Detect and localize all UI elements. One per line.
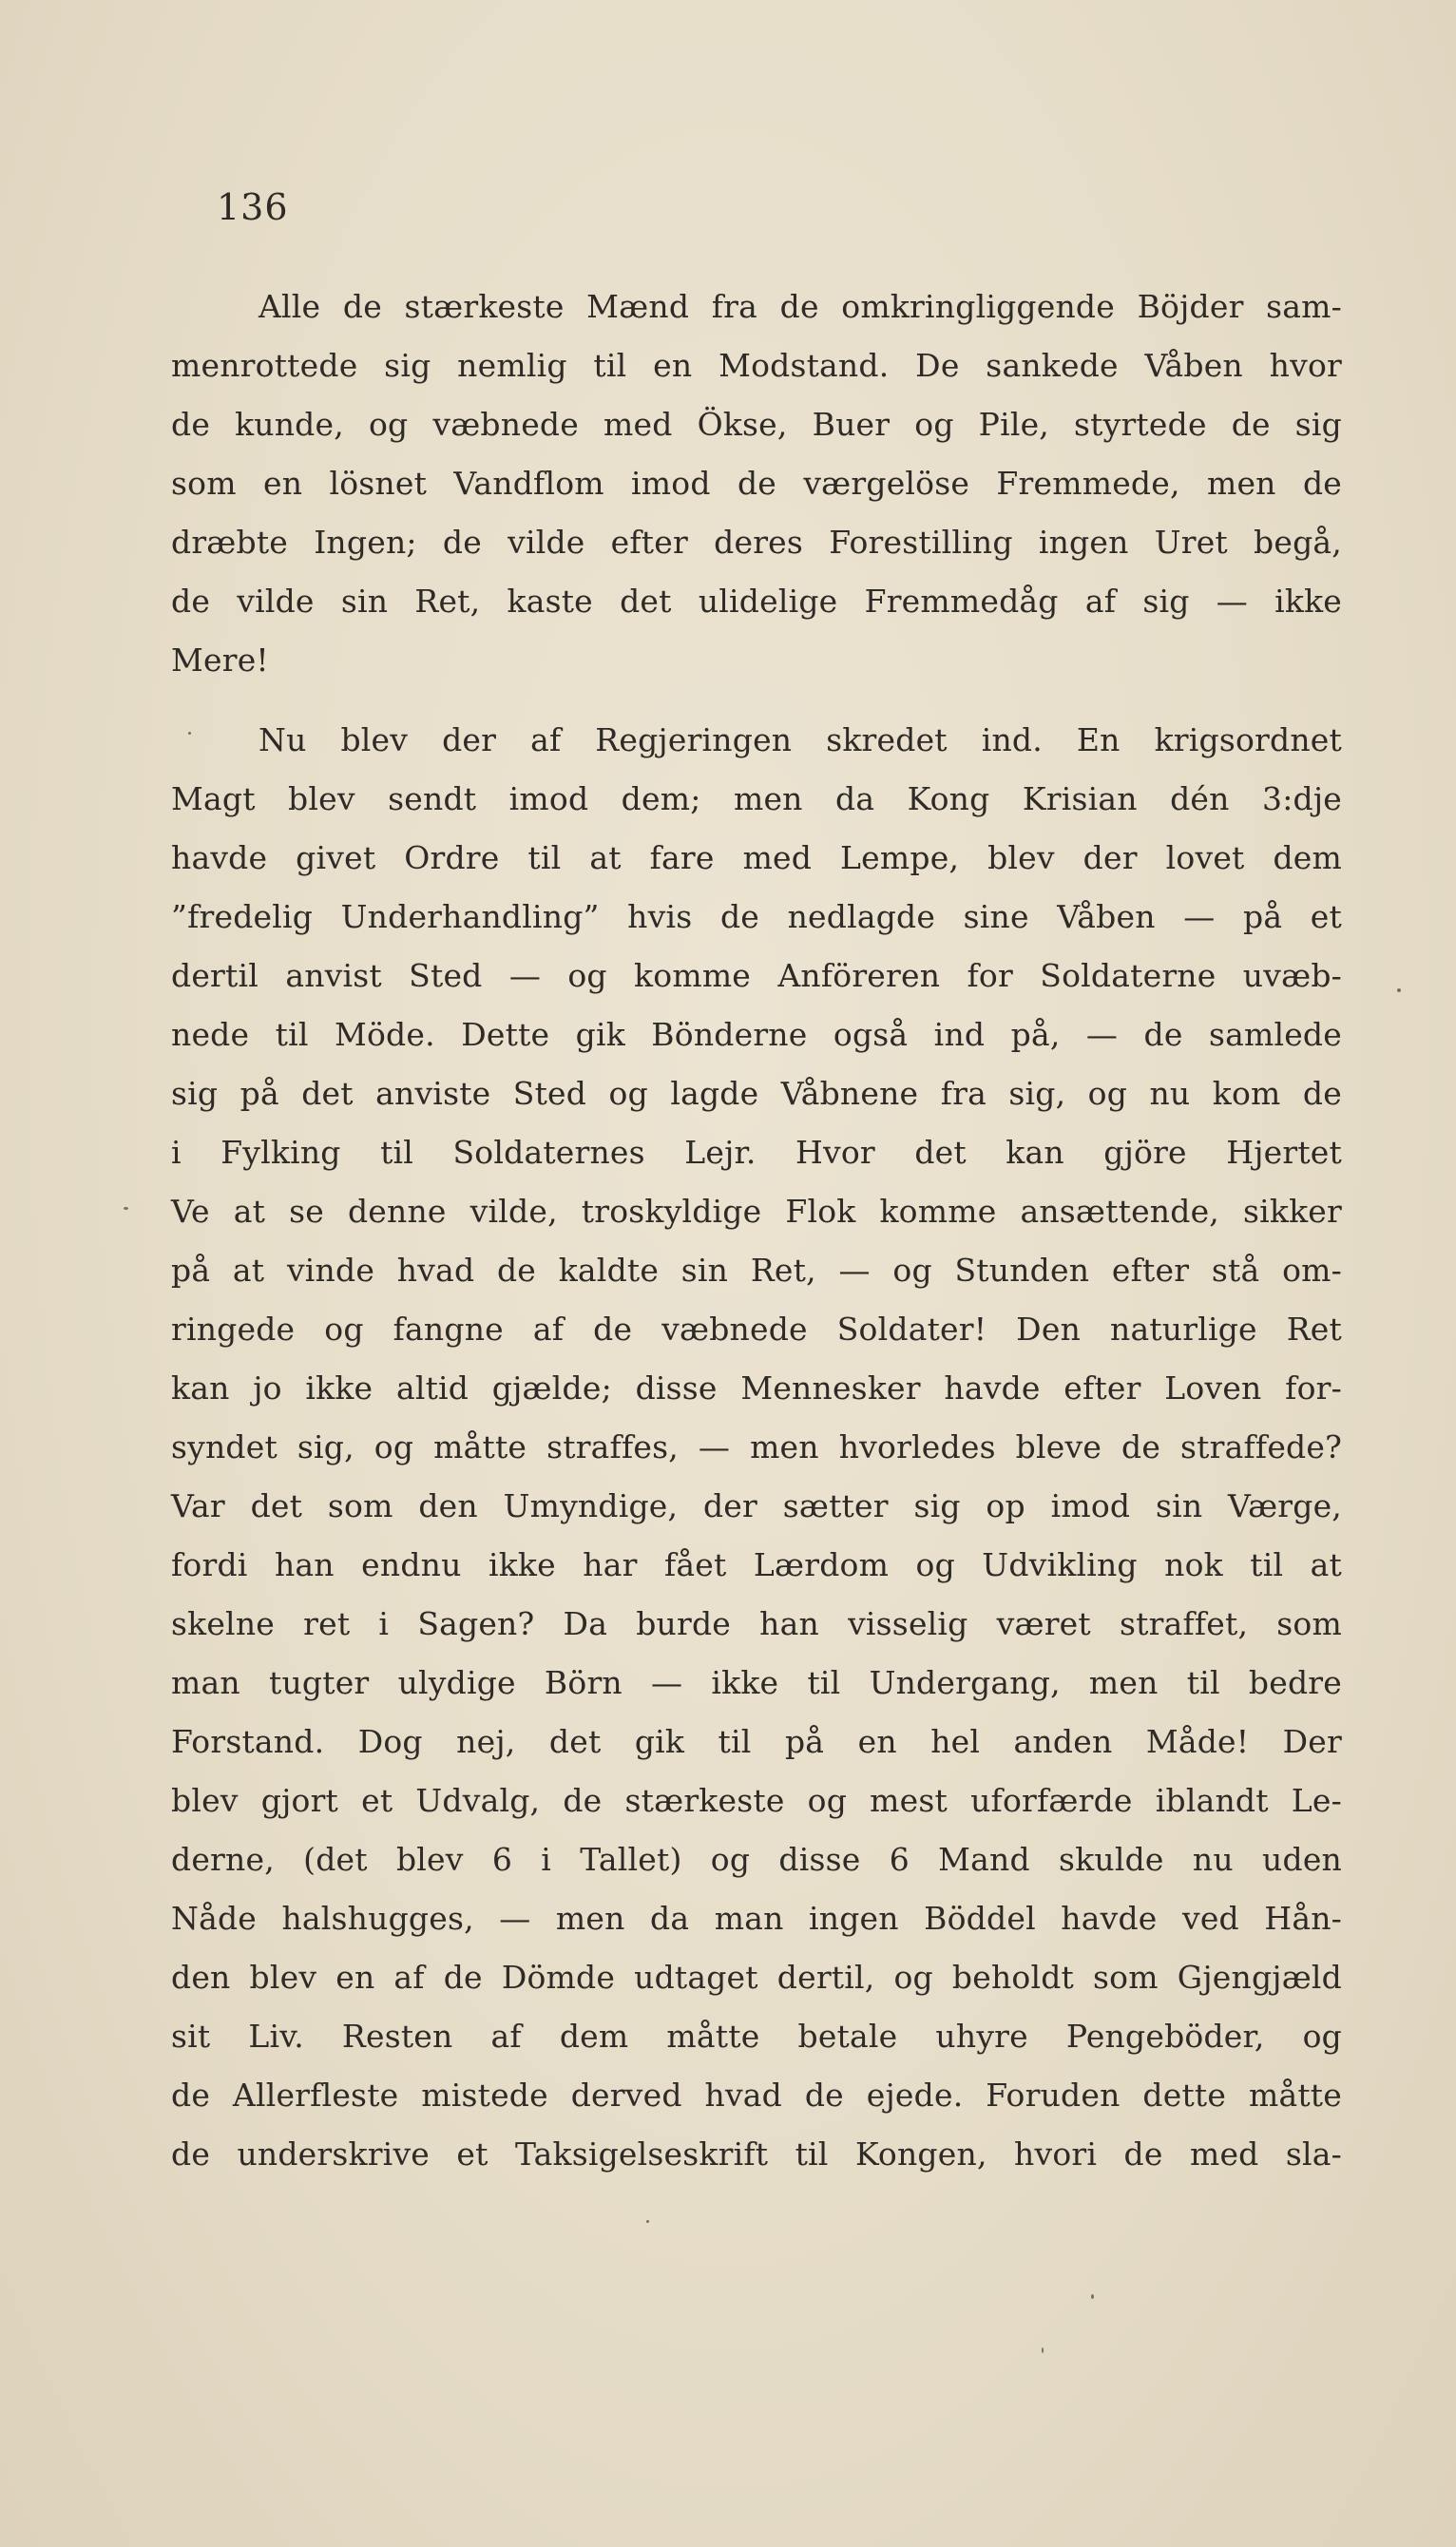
text-line: Nåde halshugges, — men da man ingen Böddel havde ved Hån-: [171, 1900, 1342, 1937]
text-line: Ve at se denne vilde, troskyldige Flok komme ansættende, sikker: [171, 1193, 1342, 1230]
text-line: de vilde sin Ret, kaste det ulidelige Fremmedåg af sig — ikke: [171, 583, 1342, 620]
text-line: man tugter ulydige Börn — ikke til Undergang, men til bedre: [171, 1664, 1342, 1701]
text-line: dertil anvist Sted — og komme Anföreren for Soldaterne uvæb-: [171, 957, 1342, 994]
paper-speck: [124, 1207, 128, 1210]
text-line: de underskrive et Taksigelseskrift til Kongen, hvori de med sla-: [171, 2135, 1342, 2173]
text-line: menrottede sig nemlig til en Modstand. De sankede Våben hvor: [171, 347, 1342, 384]
text-line: havde givet Ordre til at fare med Lempe, blev der lovet dem: [171, 839, 1342, 876]
text-line: Alle de stærkeste Mænd fra de omkringliggende Böjder sam-: [259, 288, 1342, 325]
text-line: syndet sig, og måtte straffes, — men hvorledes bleve de straffede?: [171, 1428, 1342, 1465]
body-text: [171, 278, 1342, 2184]
text-line: Mere!: [171, 642, 269, 679]
text-line: sit Liv. Resten af dem måtte betale uhyre Pengeböder, og: [171, 2018, 1342, 2055]
text-line: Var det som den Umyndige, der sætter sig op imod sin Værge,: [171, 1487, 1342, 1524]
text-line: i Fylking til Soldaternes Lejr. Hvor det kan gjöre Hjertet: [171, 1134, 1342, 1171]
text-line: kan jo ikke altid gjælde; disse Mennesker havde efter Loven for-: [171, 1369, 1342, 1407]
text-line: Forstand. Dog nej, det gik til på en hel anden Måde! Der: [171, 1723, 1342, 1760]
paper-speck: [188, 732, 191, 735]
text-line: dræbte Ingen; de vilde efter deres Forestilling ingen Uret begå,: [171, 524, 1342, 561]
paper-speck: [1397, 988, 1401, 992]
page-number: 136: [217, 186, 289, 228]
text-line: nede til Möde. Dette gik Bönderne også ind på, — de samlede: [171, 1016, 1342, 1053]
text-line: ringede og fangne af de væbnede Soldater! Den naturlige Ret: [171, 1311, 1342, 1348]
text-line: Magt blev sendt imod dem; men da Kong Krisian dén 3:dje: [171, 780, 1342, 817]
text-line: blev gjort et Udvalg, de stærkeste og mest uforfærde iblandt Le-: [171, 1782, 1342, 1819]
text-line: sig på det anviste Sted og lagde Våbnene fra sig, og nu kom de: [171, 1075, 1342, 1112]
text-line: Nu blev der af Regjeringen skredet ind. En krigsordnet: [259, 721, 1342, 758]
text-line: de kunde, og væbnede med Ökse, Buer og Pile, styrtede de sig: [171, 406, 1342, 443]
text-line: den blev en af de Dömde udtaget dertil, og beholdt som Gjengjæld: [171, 1959, 1342, 1996]
text-line: derne, (det blev 6 i Tallet) og disse 6 Mand skulde nu uden: [171, 1841, 1342, 1878]
text-line: ”fredelig Underhandling” hvis de nedlagde sine Våben — på et: [171, 898, 1342, 935]
text-line: som en lösnet Vandflom imod de værgelöse Fremmede, men de: [171, 465, 1342, 502]
paper-speck: [1091, 2294, 1094, 2299]
text-line: fordi han endnu ikke har fået Lærdom og Udvikling nok til at: [171, 1546, 1342, 1583]
text-line: skelne ret i Sagen? Da burde han visselig været straffet, som: [171, 1605, 1342, 1642]
text-line: på at vinde hvad de kaldte sin Ret, — og Stunden efter stå om-: [171, 1252, 1342, 1289]
text-line: de Allerfleste mistede derved hvad de ejede. Foruden dette måtte: [171, 2077, 1342, 2114]
paper-speck: [1042, 2347, 1044, 2353]
paper-speck: [646, 2220, 649, 2223]
